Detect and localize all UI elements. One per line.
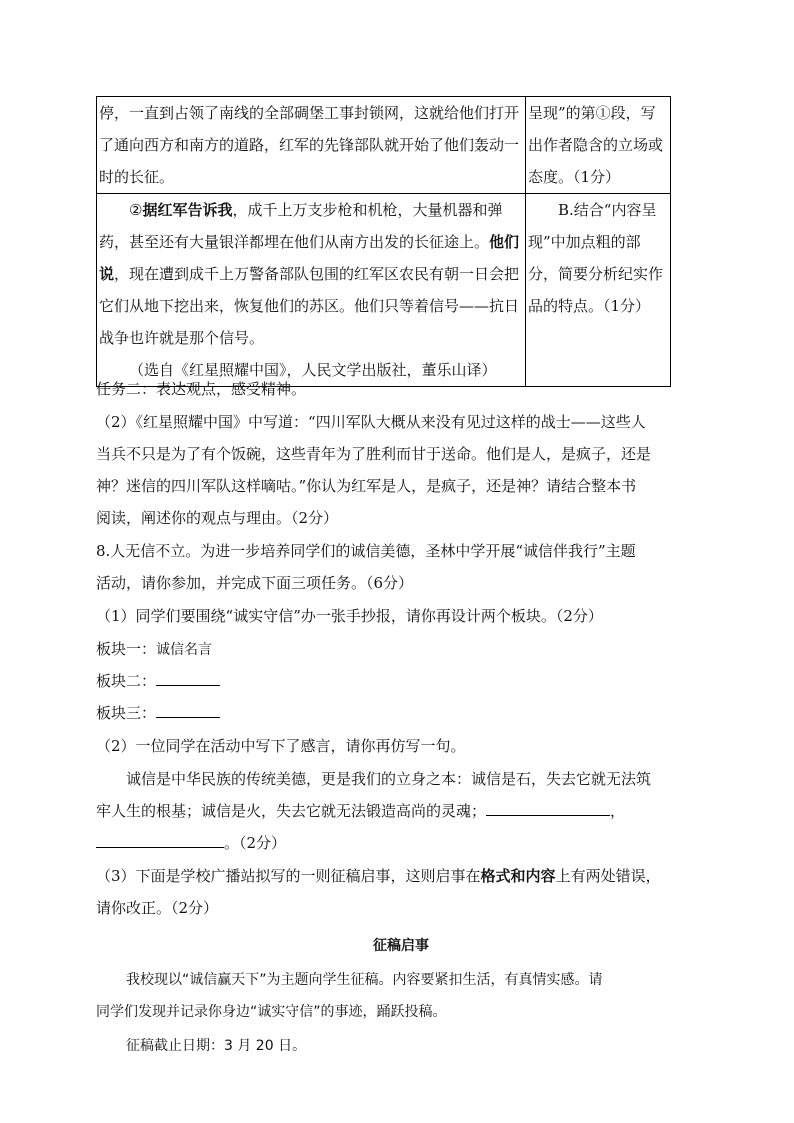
notice-line-3: 征稿截止日期：3 月 20 日。 [126, 1038, 307, 1054]
question-2-line-4: 阅读，阐述你的观点与理由。（2分） [96, 509, 339, 527]
question-cell-2 [526, 194, 671, 387]
notice-title: 征稿启事 [373, 938, 429, 954]
section-3-blank[interactable] [156, 699, 220, 718]
passage-paragraph-2 [99, 194, 523, 354]
source-citation: （选自《红星照耀中国》，人民文学出版社，董乐山译） [129, 361, 497, 379]
subtask-2: （2）一位同学在活动中写下了感言，请你再仿写一句。 [96, 737, 466, 755]
imitation-blank-1[interactable] [486, 797, 610, 816]
subtask-3-text-b: 上有两处错误， [555, 867, 661, 885]
question-cell-1 [526, 97, 671, 194]
question-8-line-1: 8.人无信不立。为进一步培养同学们的诚信美德，圣林中学开展“诚信伴我行”主题 [96, 542, 636, 560]
reading-table [96, 96, 671, 387]
passage-cell-2 [97, 194, 526, 387]
question-2-line-3: 神？迷信的四川军队这样嘀咕。”你认为红军是人，是疯子，还是神？请结合整本书 [96, 477, 637, 495]
section-3-row [96, 697, 706, 729]
subtask-3-emphasis: 格式和内容 [480, 867, 556, 885]
question-text-1: 呈现”的第①段，写出作者隐含的立场或态度。（1分） [528, 104, 664, 186]
passage-text-2b: ，现在遭到成千上万警备部队包围的红军区农民有朝一日会把它们从地下挖出来，恢复他们的苏区。他们只等着信号——抗日战争也许就是那个信号。 [99, 265, 520, 347]
subtask-3-line-1 [96, 860, 706, 892]
imitation-line-1: 诚信是中华民族的传统美德，更是我们的立身之本：诚信是石，失去它就无法筑 [126, 770, 652, 788]
passage-cell-1 [97, 97, 526, 194]
subtask-3-text-a: （3）下面是学校广播站拟写的一则征稿启事，这则启事在 [96, 867, 481, 885]
emphasis-text-2: 他们说 [99, 233, 520, 283]
section-1-label: 板块一： [96, 640, 157, 658]
task-heading: 任务二：表达观点，感受精神。 [96, 380, 307, 398]
comma-mark: ， [610, 802, 626, 820]
section-2-row [96, 665, 706, 697]
question-2-line-2: 当兵不只是为了有个饭碗，这些青年为了胜利而甘于送命。他们是人，是疯子，还是 [96, 445, 652, 463]
imitation-line-3 [96, 827, 706, 859]
imitation-line-2 [96, 795, 706, 827]
emphasis-text-1: 据红军告诉我 [142, 201, 233, 219]
imitation-score: 。（2分） [224, 834, 287, 852]
section-2-label: 板块二： [96, 672, 157, 690]
passage-text-1: 停，一直到占领了南线的全部碉堡工事封锁网，这就给他们打开了通向西方和南方的道路，红军的先锋部队就开始了他们轰动一时的长征。 [99, 104, 520, 186]
imitation-blank-2[interactable] [96, 829, 224, 848]
subtask-1: （1）同学们要围绕“诚实守信”办一张手抄报，请你再设计两个板块。（2分） [96, 607, 603, 625]
paragraph-number: ② [129, 201, 143, 219]
subtask-3-line-2: 请你改正。（2分） [96, 899, 219, 917]
section-2-blank[interactable] [156, 667, 220, 686]
passage-text-2a: ，成千上万支步枪和机枪，大量机器和弹药，甚至还有大量银洋都埋在他们从南方出发的长征途上。 [99, 201, 503, 251]
question-2-line-1: （2）《红星照耀中国》中写道：“四川军队大概从来没有见过这样的战士——这些人 [96, 413, 646, 431]
notice-line-2: 同学们发现并记录你身边“诚实守信”的事迹，踊跃投稿。 [96, 1004, 447, 1020]
notice-line-1: 我校现以“诚信赢天下”为主题向学生征稿。内容要紧扣生活，有真情实感。请 [126, 972, 603, 988]
question-8-line-2: 活动，请你参加，并完成下面三项任务。（6分） [96, 574, 414, 592]
imitation-text: 牢人生的根基；诚信是火，失去它就无法锻造高尚的灵魂； [96, 802, 487, 820]
section-3-label: 板块三： [96, 704, 157, 722]
question-text-2: B.结合“内容呈现”中加点粗的部分，简要分析纪实作品的特点。（1分） [528, 201, 664, 315]
section-1-row [96, 633, 706, 666]
section-1-answer: 诚信名言 [156, 642, 213, 658]
